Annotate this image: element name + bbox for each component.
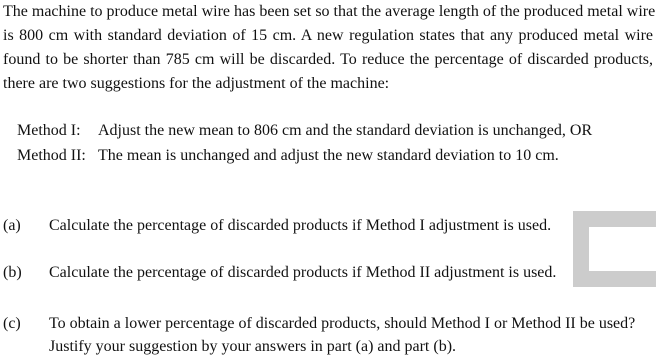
intro-line-3: found to be shorter than 785 cm will be discarded. To reduce the percentage of discarded products, [3, 51, 653, 68]
method-1-text: Adjust the new mean to 806 cm and the standard deviation is unchanged, OR [98, 122, 593, 139]
answer-box-frame [573, 211, 656, 287]
method-2-text: The mean is unchanged and adjust the new standard deviation to 10 cm. [98, 147, 559, 164]
method-2-label: Method II: [17, 147, 86, 164]
part-c-text-line-1: To obtain a lower percentage of discarded products, should Method I or Method II be used? [49, 315, 636, 332]
intro-line-4: there are two suggestions for the adjustment of the machine: [3, 75, 390, 92]
part-b-text: Calculate the percentage of discarded products if Method II adjustment is used. [49, 264, 557, 281]
part-a-text: Calculate the percentage of discarded products if Method I adjustment is used. [49, 217, 552, 234]
method-2 [17, 145, 559, 167]
method-1 [17, 120, 592, 142]
intro-line-1: The machine to produce metal wire has been set so that the average length of the produced metal wire [3, 3, 656, 20]
part-c-letter: (c) [3, 315, 21, 332]
intro-line-2: is 800 cm with standard deviation of 15 cm. A new regulation states that any produced metal wire [3, 27, 653, 44]
part-a-letter: (a) [3, 217, 21, 234]
method-1-label: Method I: [17, 122, 81, 139]
part-c-text-line-2: Justify your suggestion by your answers in part (a) and part (b). [49, 338, 457, 355]
part-b-letter: (b) [3, 264, 22, 281]
answer-box-inner [589, 227, 656, 271]
